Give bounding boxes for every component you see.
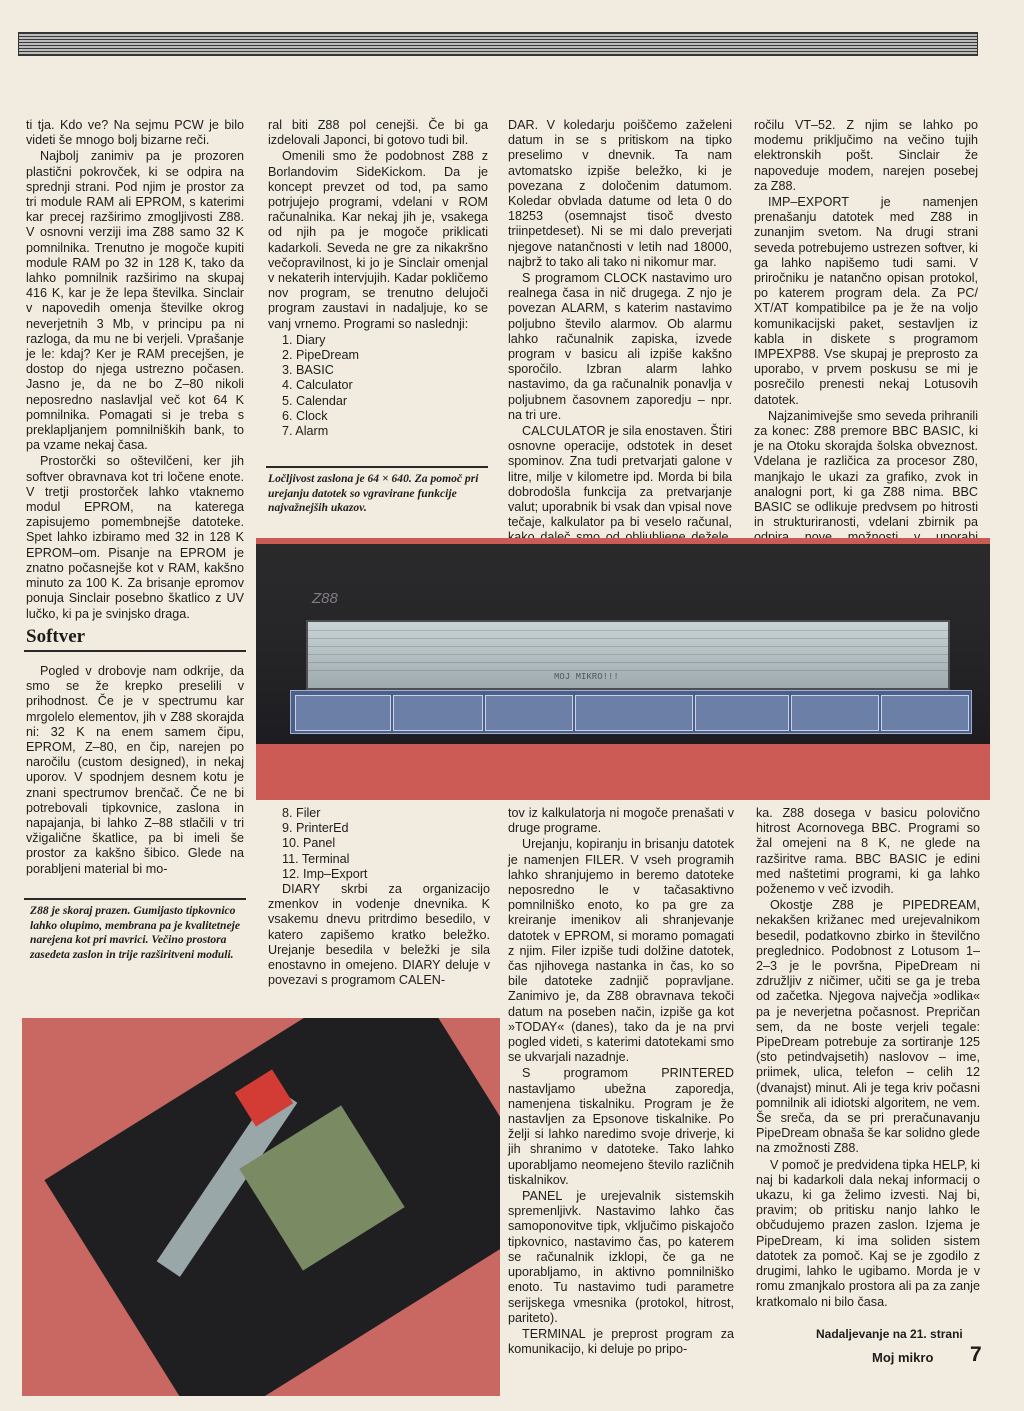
column-4-lower	[756, 806, 980, 1311]
list-item: 11. Terminal	[282, 851, 350, 866]
z88-open-photo	[22, 1018, 500, 1396]
z88-screen	[306, 620, 950, 690]
caption-rule	[24, 898, 246, 900]
paragraph: S programom PRINTERED nastavljamo ubežna zaporedja, namenjena tiskalniku. Program je že nastavljen za Epsonove tiskalnike. Po želji si lahko naredimo svoje driverje, ki jih shranimo v datoteke. Tako lahko uporabljamo neomejeno število različnih tiskalnikov.	[508, 1066, 734, 1187]
list-item: 1. Diary	[282, 332, 326, 347]
paragraph: Prostorčki so oštevilčeni, ker jih softver obravnava kot tri ločene enote. V tretji prostorček lahko vtaknemo modul EPROM, na katerega zapisujemo pomembnejše datoteke. Spet lahko izbiramo med 32 in 128 K EPROM–om. Pisanje na EPROM je znatno počasnejše kot v RAM, kakšno minuto za 100 K. Za brisanje epromov ponuja Sinclair posebno škatlico z UV lučko, ki pa je svinjsko draga.	[26, 454, 244, 621]
column-4	[754, 118, 978, 562]
paragraph: tov iz kalkulatorja ni mogoče prenašati v druge programe.	[508, 806, 734, 836]
page-number: 7	[970, 1343, 982, 1366]
caption-rule	[266, 466, 488, 468]
column-3	[508, 118, 732, 562]
list-item: 9. PrinterEd	[282, 821, 349, 836]
z88-device	[256, 544, 990, 744]
list-item: 8. Filer	[282, 806, 321, 820]
list-item: 7. Alarm	[282, 424, 329, 439]
paragraph: DAR. V koledarju poiščemo zaželeni datum in se s pritiskom na tipko preselimo v dnevnik. Ta nam avtomatsko izpiše beležko, ki je povezana z določenim datumom. Koledar obvlada datume od leta 0 do 18253 (osemnajst tisoč dvesto triinpetdeset). Ni se mi dalo preverjati njegove natančnosti v letih nad 18000, najbrž to tako ali tako ni nikomur mar.	[508, 118, 732, 269]
list-item: 6. Clock	[282, 408, 328, 423]
paragraph: ral biti Z88 pol cenejši. Če bi ga izdelovali Japonci, bi gotovo tudi bil.	[268, 118, 488, 148]
header-bar	[18, 32, 978, 56]
paragraph: ročilu VT–52. Z njim se lahko po modemu priključimo na večino tujih elektronskih pošt. Sinclair že napoveduje modem, narejen posebej za Z88.	[754, 118, 978, 193]
paragraph: Najbolj zanimiv pa je prozoren plastični pokrovček, ki se odpira na sprednji strani. Pod njim je prostor za tri module RAM ali EPROM, s katerimi kar precej razširimo zmogljivosti Z88. V osnovni verziji ima Z88 samo 32 K pomnilnika. Trenutno je mogoče kupiti module RAM po 32 in 128 K, tako da lahko pomnilnik razširimo na skupaj 416 K, kar je že lepa številka. Sinclair v napovedih omenja številke okrog neverjetnih 3 Mb, v principu pa ni razloga, da mu ne bi verjeli. Vprašanje je le: kdaj? Ker je RAM precejšen, je dostop do njega ustrezno počasen. Jasno je, da ne bo Z–80 nikoli neposredno naslavljal več kot 64 K pomnilnika. Pomagati si je treba s preklapljanjem pomnilniških bank, to pa vzame nekaj časa.	[26, 149, 244, 453]
column-3-lower	[508, 806, 734, 1358]
column-1	[26, 118, 244, 623]
section-heading: Softver	[26, 626, 86, 647]
continued-note: Nadaljevanje na 21. strani	[816, 1327, 963, 1341]
paragraph: IMP–EXPORT je namenjen prenašanju datotek med Z88 in zunanjim svetom. Na drugi strani seveda potrebujemo ustrezen softver, ki ga lahko napišemo tudi sami. V priročniku je natančno opisan protokol, po katerem program dela. Za PC/ XT/AT kompatibilce pa je že na voljo komunikacijski paket, sestavljen iz kabla in diskete s programom IMPEXP88. Vse skupaj je preprosto za uporabo, v prvem poskusu se mi je posrečilo prenesti nekaj Lotusovih datotek.	[754, 195, 978, 407]
program-list-2	[268, 806, 490, 882]
column-1-lower	[26, 664, 244, 878]
list-item: 5. Calendar	[282, 393, 348, 408]
photo-caption-2: Z88 je skoraj prazen. Gumijasto tipkovnico lahko olupimo, membrana pa je kvalitetneje narejena kot pri mavrici. Večino prostora zasedeta zaslon in trije razširitveni moduli.	[30, 904, 240, 961]
paragraph: Najzanimivejše smo seveda prihranili za konec: Z88 premore BBC BASIC, ki je na Otoku skorajda šolska obveznost. Vdelana je različica za procesor Z80, manjkajo le ukazi za grafiko, zvok in analogni port, ki ga Z88 nima. BBC BASIC se odlikuje predvsem po hitrosti in strukturiranosti, vdelani zbirnik pa	[754, 408, 978, 530]
function-key-strip	[290, 690, 972, 734]
paragraph: ka. Z88 dosega v basicu polovično hitrost Acornovega BBC. Programi so žal omejeni na 8 K, ne glede na razširitve rama. BBC BASIC je edini med naštetimi programi, ki ga lahko poženemo v več izvodih.	[756, 806, 980, 897]
screen-message: MOJ MIKRO!!!	[554, 672, 619, 682]
column-2-lower	[268, 806, 490, 989]
paragraph: Pogled v drobovje nam odkrije, da smo se že krepko preselili v prihodnost. Če je v spectrumu kar mrgolelo elementov, jih v Z88 skorajda ni: 32 K na enem samem čipu, EPROM, Z–80, en čip, narejen po naročilu (custom designed), in nekaj uporov. V spodnjem desnem kotu je znani spectrumov brenčač. Če ne bi potrebovali tipkovnice, zaslona in napajanja, bi lahko Z–88 stlačili v tri vžigalične škatlice, pa bi imeli še prostor za kakšno šibico. Glede na porabljeni material bi mo-	[26, 664, 244, 876]
paragraph: ti tja. Kdo ve? Na sejmu PCW je bilo videti še mnogo bolj bizarne reči.	[26, 118, 244, 148]
list-item: 2. PipeDream	[282, 348, 359, 363]
paragraph: V pomoč je predvidena tipka HELP, ki naj bi kadarkoli dala nekaj informacij o ukazu, ki ga želimo izvesti. Naj bi, pravim; ob pritisku nanjo lahko le občudujemo prazen zaslon. Izjema je PipeDream, ki ima soliden sistem datotek za pomoč. Kaj se je zgodilo z drugimi, lahko le ugibamo. Morda je v romu zmanjkalo prostora ali pa za zanje kratkomalo ni bilo časa.	[756, 1157, 980, 1309]
z88-photo	[256, 538, 990, 800]
program-list	[268, 333, 488, 439]
paragraph: PANEL je urejevalnik sistemskih spremenljivk. Nastavimo lahko čas samoponovitve tipk, vključimo piskajočo tipkovnico, nastavimo čas, po katerem se računalnik izklopi, če ga ne uporabljamo, in aktivno pomnilniško enoto. Tu nastavimo tudi parametre serijskega vmesnika (protokol, hitrost, pariteto).	[508, 1189, 734, 1325]
paragraph: Urejanju, kopiranju in brisanju datotek je namenjen FILER. V vseh programih lahko shranjujemo in beremo datoteke neposredno le v tačasaktivno pomnilniško enoto, ko pa gre za kreiranje imenikov ali shranjevanje datotek v EPROM, si moramo pomagati z njim. Filer izpiše tudi dolžine datotek, čas njihovega nastanka in čas, ko so bile datoteke zadnjič popravljane. Zanimivo je, da Z88 obravnava tekoči datum na poseben način, izpiše ga kot »TODAY« (danes), tako da je na prvi pogled videti, s katerimi datotekami smo se ukvarjali nazadnje.	[508, 837, 734, 1065]
paragraph: S programom CLOCK nastavimo uro realnega časa in nič drugega. Z njo je povezan ALARM, s katerim nastavimo poljubno število alarmov. Ob alarmu lahko računalnik zapiska, izvede program v basicu ali izpiše kakšno sporočilo. Izbran alarm lahko nastavimo, da ga računalnik ponavlja v poljubnem časovnem zaporedju – npr. na tri ure.	[508, 271, 732, 422]
heading-rule	[24, 650, 246, 652]
list-item: 12. Imp–Export	[282, 866, 368, 881]
column-2	[268, 118, 488, 439]
list-item: 3. BASIC	[282, 363, 334, 378]
paragraph: Okostje Z88 je PIPEDREAM, nekakšen križanec med urejevalnikom besedil, podatkovno zbirko in številčno preglednico. Podobnost z Lotusom 1–2–3 je le površna, PipeDream ni združljiv z ničimer, učiti se ga je treba od začetka. Njegova največja »odlika« pa je neverjetna počasnost. Prepričan sem, da ne boste verjeli tegale: PipeDream potrebuje za sortiranje 125 (sto petindvajsetih) naslovov – ime, priimek, ulica, telefon – celih 12 (dvanajst) minut. Ali je tega kriv počasni pomnilnik ali idiotski algoritem, ne vem. Še sreča, da se pri preračunavanju PipeDream obnaša še kar solidno glede na zmožnosti Z88.	[756, 898, 980, 1156]
list-item: 10. Panel	[282, 836, 336, 851]
photo-caption-1: Ločljivost zaslona je 64 × 640. Za pomoč pri urejanju datotek so vgravirane funkcije najvažnejših ukazov.	[268, 472, 479, 514]
paragraph: Omenili smo že podobnost Z88 z Borlandovim SideKickom. Da je koncept prevzet od tod, pa samo potrjujejo programi, vdelani v ROM računalnika. Kar nekaj jih je, vsakega od njih pa je mogoče priklicati kadarkoli. Seveda ne gre za nikakršno večopravilnost, ki jo je Sinclair omenjal v nekaterih intervjujih. Kadar pokličemo nov program, se trenutno delujoči program zaustavi in nadaljuje, ko se vanj vrnemo. Programi so naslednji:	[268, 149, 488, 331]
paragraph: TERMINAL je preprost program za komunikacijo, ki deluje po pripo-	[508, 1326, 734, 1357]
z88-label: Z88	[312, 590, 338, 607]
paragraph: DIARY skrbi za organizacijo zmenkov in vodenje dnevnika. K vsakemu dnevu pritrdimo besedilo, v katero zapišemo kratko beležko. Urejanje besedila v beležki je sila enostavno in omejeno. DIARY deluje v povezavi s programom CALEN-	[268, 882, 490, 988]
list-item: 4. Calculator	[282, 378, 353, 393]
magazine-name: Moj mikro	[872, 1350, 934, 1365]
paragraph: CALCULATOR je sila enostaven. Štiri osnovne operacije, odstotek in deset spominov. Zna tudi pretvarjati galone v litre, milje v kilometre ipd. Morda bi bila dobrodošla funkcija za pretvarjanje valut; uporabnik bi vsak dan vpisal nove tečaje, kalkulator pa bi veselo računal,	[508, 424, 732, 530]
